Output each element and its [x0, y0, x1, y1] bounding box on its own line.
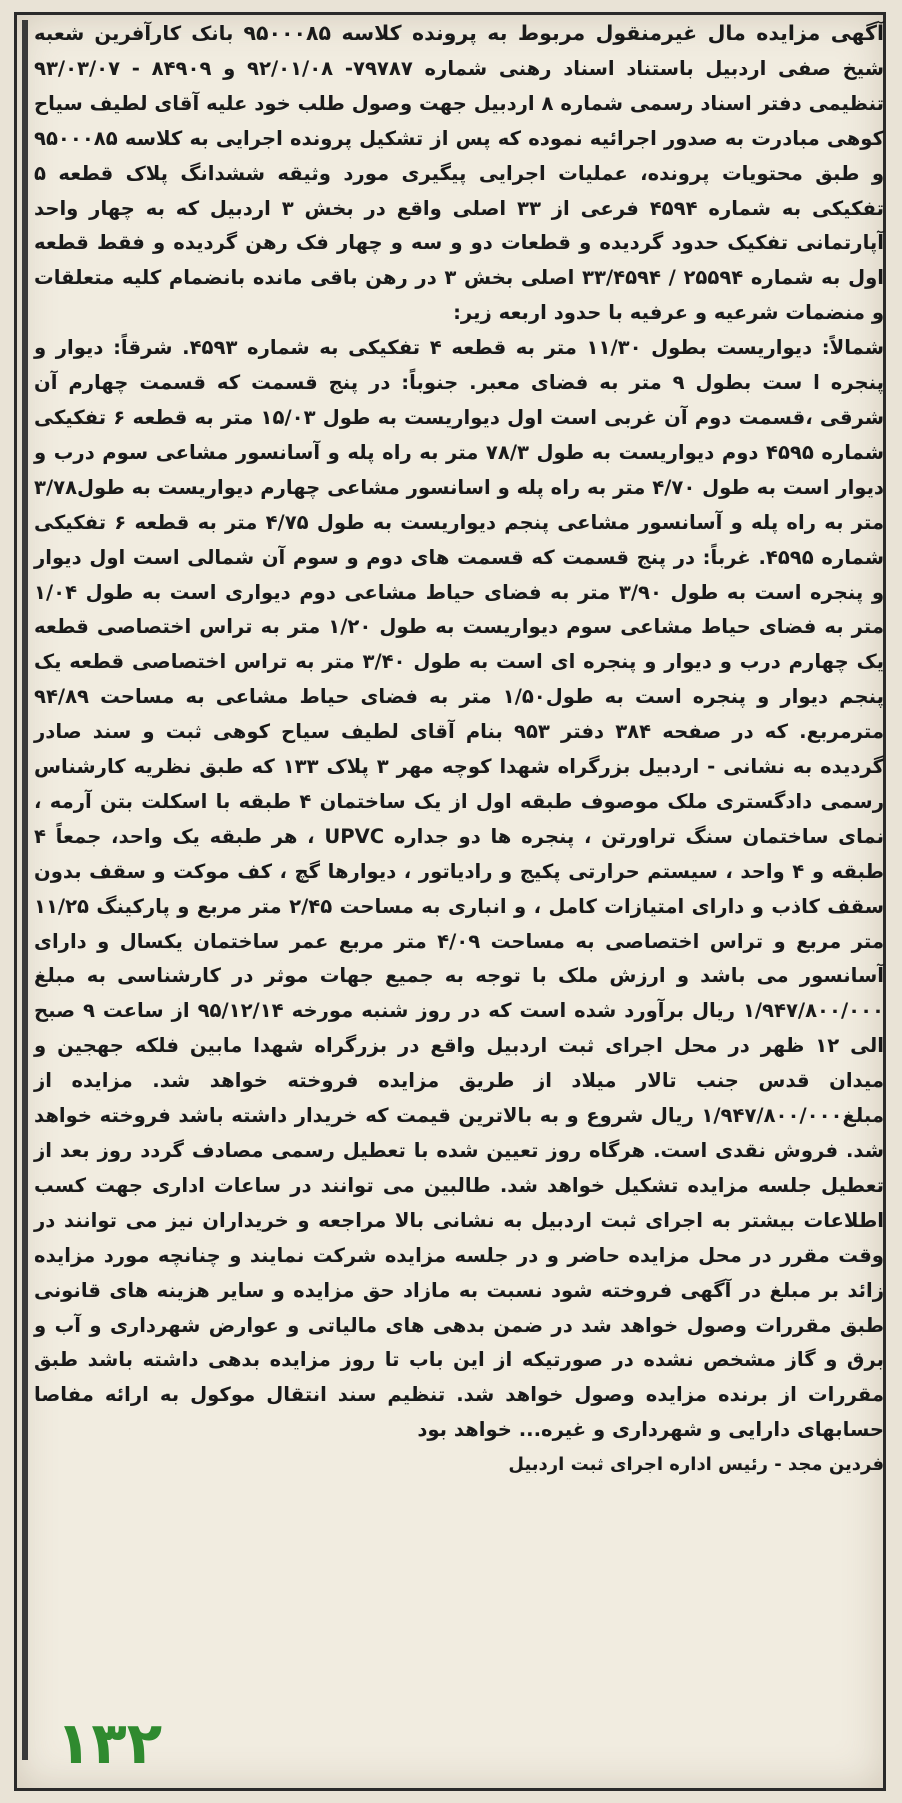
clipping-left-edge — [22, 20, 28, 1760]
notice-title: آگهی مزایده مال غیرمنقول مربوط به پرونده کلاسه ۹۵۰۰۰۸۵ — [243, 21, 885, 45]
auction-notice — [34, 16, 884, 1483]
notice-boundaries: شمالاً: دیواریست بطول ۱۱/۳۰ متر به قطعه ۴ تفکیکی به شماره ۴۵۹۳. شرقاً: دیوار و پنجره ا ست بطول ۹ متر به فضای معبر. جنوباً: در پنج قسمت که قسمت چهارم آن شرقی ،قسمت دوم آن غربی است اول دیواریست به طول ۱۵/۰۳ متر به قطعه ۶ تفکیکی شماره ۴۵۹۵ دوم دیواریست به طول ۷۸/۳ متر به راه پله و آسانسور مشاعی سوم درب و دیوار است به طول ۴/۷۰ متر به راه پله و اسانسور مشاعی چهارم دیواریست به طول۳/۷۸ متر به راه پله و آسانسور مشاعی پنجم دیواریست به طول ۴/۷۵ متر به قطعه ۶ تفکیکی شماره ۴۵۹۵. غرباً: در پنج قسمت که قسمت های دوم و سوم آن شمالی است اول دیوار و پنجره است به طول ۳/۹۰ متر به فضای حیاط مشاعی دوم دیواری است به طول ۱/۰۴ متر به فضای حیاط مشاعی سوم دیواریست به طول ۱/۲۰ متر به تراس اختصاصی قطعه یک چهارم درب و دیوار و پنجره ای است به طول ۳/۴۰ متر به تراس اختصاصی قطعه یک پنجم دیوار و پنجره است به طول۱/۵۰ متر به فضای حیاط مشاعی به مساحت ۹۴/۸۹ مترمربع. که در صفحه ۳۸۴ دفتر ۹۵۳ بنام آقای لطیف سیاح کوهی ثبت و سند صادر گردیده به نشانی - اردبیل بزرگراه شهدا کوچه مهر ۳ پلاک ۱۳۳ که طبق نظریه کارشناس رسمی دادگستری ملک موصوف طبقه اول از یک ساختمان ۴ طبقه با اسکلت بتن آرمه ، نمای ساختمان سنگ تراورتن ، پنجره ها دو جداره UPVC ، هر طبقه یک واحد، جمعاً ۴ طبقه و ۴ واحد ، سیستم حرارتی پکیج و رادیاتور ، دیوارها گچ ، کف موکت و سقف بدون سقف کاذب و دارای امتیازات کامل ، و انباری به مساحت ۲/۴۵ متر مربع و پارکینگ ۱۱/۲۵ متر مربع و تراس اختصاصی به مساحت ۴/۰۹ متر مربع عمر ساختمان یکسال و دارای آسانسور می باشد و ارزش ملک با توجه به جمیع جهات موثر در کارشناسی به مبلغ ۱/۹۴۷/۸۰۰/۰۰۰ ریال برآورد شده است که در روز شنبه مورخه ۹۵/۱۲/۱۴ از ساعت ۹ صبح الی ۱۲ ظهر در محل اجرای ثبت اردبیل واقع در بزرگراه شهدا مابین فلکه جهجین و میدان قدس جنب تالار میلاد از طریق مزایده فروخته خواهد شد. مزایده از مبلغ۱/۹۴۷/۸۰۰/۰۰۰ ریال شروع و به بالاترین قیمت که خریدار داشته باشد فروخته خواهد شد. فروش نقدی است. هرگاه روز تعیین شده با تعطیل رسمی مصادف گردد روز بعد از تعطیل جلسه مزایده تشکیل خواهد شد. طالبین می توانند در ساعات اداری جهت کسب اطلاعات بیشتر به اجرای ثبت اردبیل به نشانی بالا مراجعه و خریداران نیز می توانند در وقت مقرر در محل مزایده حاضر و در جلسه مزایده شرکت نمایند و چنانچه مورد مزایده زائد بر مبلغ در آگهی فروخته شود نسبت به مازاد حق مزایده و سایر هزینه های قانونی طبق مقررات وصول خواهد شد در ضمن بدهی های مالیاتی و عوارض شهرداری و آب و برق و گاز مشخص نشده در صورتیکه از این باب تا روز مزایده بدهی داشته باشد طبق مقررات از برنده مزایده وصول خواهد شد. تنظیم سند انتقال موکول به ارائه مفاصا حسابهای دارایی و شهرداری و غیره... خواهد بود — [34, 336, 885, 1442]
notice-body: بانک کارآفرین شعبه شیخ صفی اردبیل باستناد اسناد رهنی شماره ۷۹۷۸۷- ۹۲/۰۱/۰۸ و ۸۴۹۰۹ - ۹۳/۰۳/۰۷ تنظیمی دفتر اسناد رسمی شماره ۸ اردبیل جهت وصول طلب خود علیه آقای لطیف سیاح کوهی مبادرت به صدور اجرائیه نموده که پس از تشکیل پرونده اجرایی به کلاسه ۹۵۰۰۰۸۵ و طبق محتویات پرونده، عملیات اجرایی پیگیری مورد وثیقه ششدانگ پلاک قطعه ۵ تفکیکی به شماره ۴۵۹۴ فرعی از ۳۳ اصلی واقع در بخش ۳ اردبیل که به چهار واحد آپارتمانی تفکیک حدود گردیده و قطعات دو و سه و چهار فک رهن گردیده و فقط قطعه اول به شماره ۲۵۵۹۴ / ۳۳/۴۵۹۴ اصلی بخش ۳ در رهن باقی مانده بانضمام کلیه متعلقات و منضمات شرعیه و عرفیه با حدود اربعه زیر: — [34, 22, 885, 325]
handwritten-page-number: ۱۳۲ — [56, 1709, 163, 1777]
notice-text — [34, 16, 884, 331]
notice-signature: فردین مجد - رئیس اداره اجرای ثبت اردبیل — [508, 1454, 884, 1476]
